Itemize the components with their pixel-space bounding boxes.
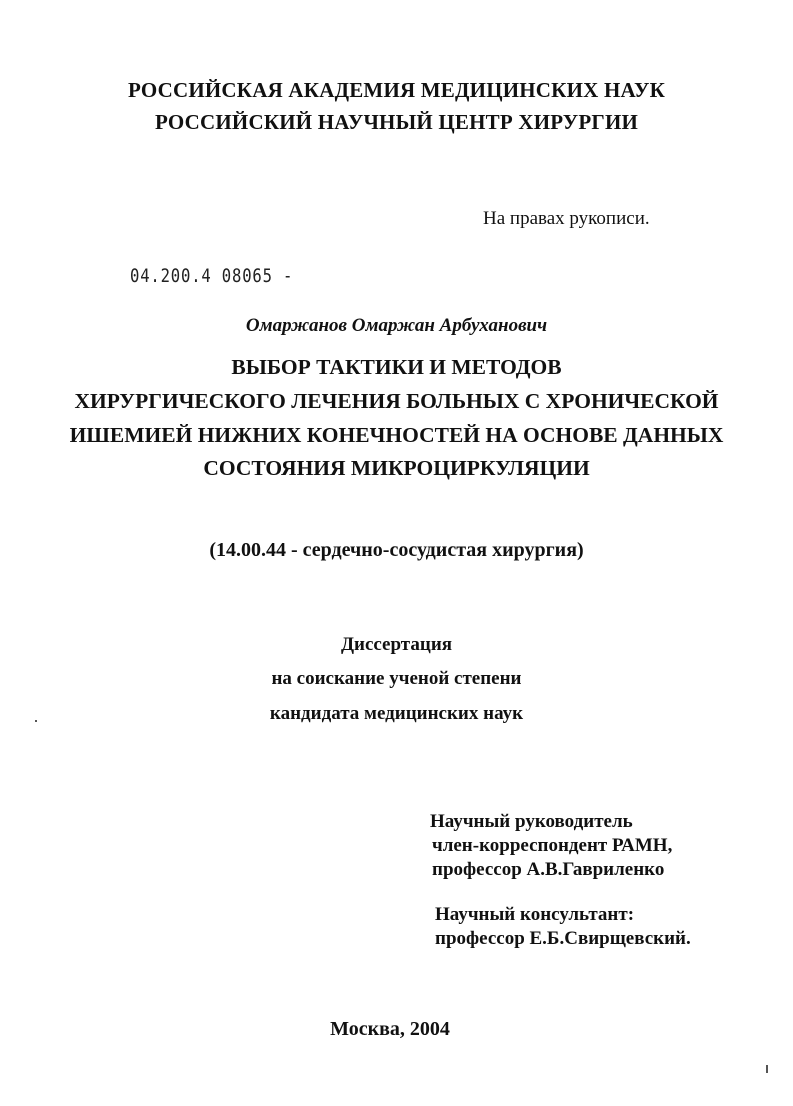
author-name: Омаржанов Омаржан Арбуханович <box>245 315 548 336</box>
registration-stamp: 04.200.4 08065 - <box>130 265 294 287</box>
title-line-1: ВЫБОР ТАКТИКИ И МЕТОДОВ <box>231 355 562 379</box>
dissertation-degree: кандидата медицинских наук <box>269 703 524 724</box>
specialty-code: (14.00.44 - сердечно-сосудистая хирургия) <box>209 539 584 561</box>
supervisor-name: профессор А.В.Гавриленко <box>432 859 665 880</box>
scan-speck <box>35 720 37 722</box>
city-year: Москва, 2004 <box>330 1018 450 1040</box>
supervisor-rank: член-корреспондент РАМН, <box>432 835 673 856</box>
title-line-3: ИШЕМИЕЙ НИЖНИХ КОНЕЧНОСТЕЙ НА ОСНОВЕ ДАННЫХ <box>69 423 724 447</box>
title-line-2: ХИРУРГИЧЕСКОГО ЛЕЧЕНИЯ БОЛЬНЫХ С ХРОНИЧЕСКОЙ <box>74 389 719 413</box>
supervisor-role: Научный руководитель <box>430 811 633 832</box>
dissertation-purpose: на соискание ученой степени <box>271 668 522 689</box>
center-name: РОССИЙСКИЙ НАУЧНЫЙ ЦЕНТР ХИРУРГИИ <box>154 110 639 134</box>
dissertation-type: Диссертация <box>340 634 453 655</box>
rights-note: На правах рукописи. <box>483 208 650 229</box>
consultant-role: Научный консультант: <box>435 904 635 925</box>
title-line-4: СОСТОЯНИЯ МИКРОЦИРКУЛЯЦИИ <box>203 456 590 480</box>
academy-name: РОССИЙСКАЯ АКАДЕМИЯ МЕДИЦИНСКИХ НАУК <box>127 78 666 102</box>
scan-speck <box>766 1065 768 1073</box>
consultant-name: профессор Е.Б.Свирщевский. <box>435 928 691 949</box>
